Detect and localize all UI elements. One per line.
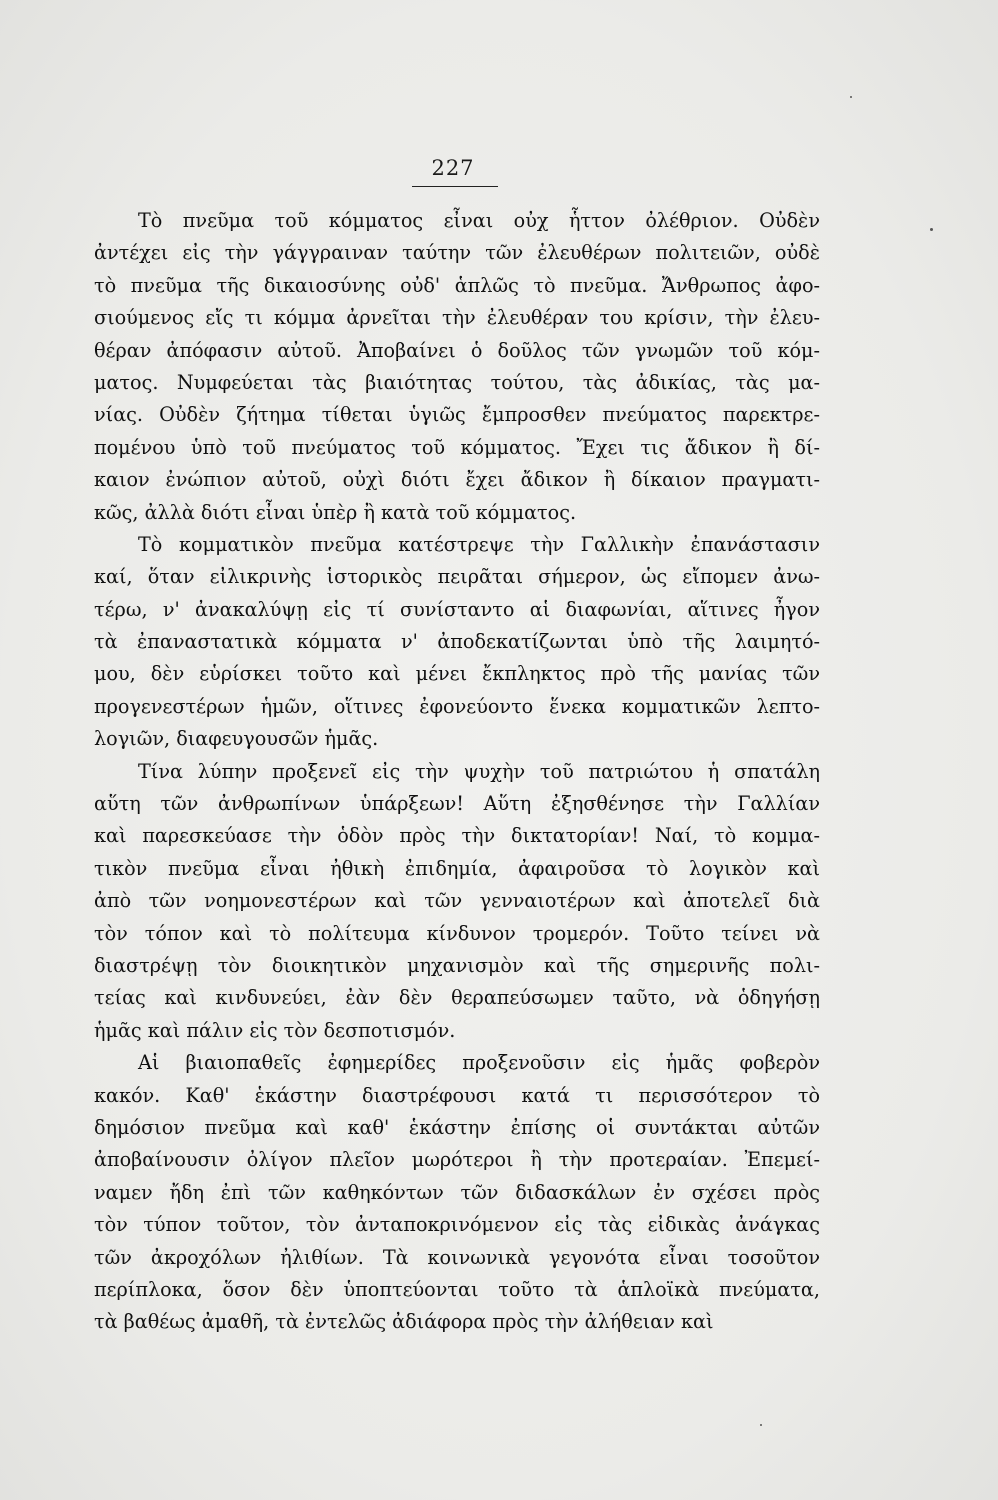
text-line: τέρω, ν' ἀνακαλύψῃ εἰς τί συνίσταντο αἱ διαφωνίαι, αἵτινες ἦγον — [94, 597, 820, 621]
text-line: τὰ βαθέως ἀμαθῆ, τὰ ἐντελῶς ἀδιάφορα πρὸς τὴν ἀλήθειαν καὶ — [94, 1310, 714, 1334]
paragraph — [94, 1047, 820, 1339]
text-line: τὰ ἐπαναστατικὰ κόμματα ν' ἀποδεκατίζωνται ὑπὸ τῆς λαιμητό- — [94, 630, 820, 654]
text-line: Τὸ πνεῦμα τοῦ κόμματος εἶναι οὐχ ἧττον ὀλέθριον. Οὐδὲν — [138, 209, 820, 232]
text-line: ματος. Νυμφεύεται τὰς βιαιότητας τούτου, τὰς ἀδικίας, τὰς μα- — [94, 370, 820, 394]
text-line: τικὸν πνεῦμα εἶναι ἠθικὴ ἐπιδημία, ἀφαιροῦσα τὸ λογικὸν καὶ — [94, 856, 820, 880]
page-number-rule — [412, 186, 498, 187]
text-line: Τὸ κομματικὸν πνεῦμα κατέστρεψε τὴν Γαλλικὴν ἐπανάστασιν — [138, 532, 820, 556]
text-line: ναμεν ἤδη ἐπὶ τῶν καθηκόντων τῶν διδασκάλων ἐν σχέσει πρὸς — [94, 1180, 820, 1204]
text-line: περίπλοκα, ὅσον δὲν ὑποπτεύονται τοῦτο τὰ ἁπλοϊκὰ πνεύματα, — [94, 1277, 820, 1301]
text-line: καὶ παρεσκεύασε τὴν ὁδὸν πρὸς τὴν δικτατορίαν! Ναί, τὸ κομμα- — [94, 824, 820, 848]
text-line: προγενεστέρων ἡμῶν, οἵτινες ἐφονεύοντο ἕνεκα κομματικῶν λεπτο- — [94, 694, 820, 718]
text-line: τὸ πνεῦμα τῆς δικαιοσύνης οὐδ' ἁπλῶς τὸ πνεῦμα. Ἄνθρωπος ἀφο- — [94, 273, 820, 297]
text-line: ἀντέχει εἰς τὴν γάγγραιναν ταύτην τῶν ἐλευθέρων πολιτειῶν, οὐδὲ — [94, 241, 820, 265]
paper-speck — [760, 1424, 762, 1426]
paragraph — [94, 529, 820, 756]
text-line: καί, ὅταν εἰλικρινὴς ἱστορικὸς πειρᾶται σήμερον, ὡς εἴπομεν ἀνω- — [94, 565, 820, 589]
text-line: ἡμᾶς καὶ πάλιν εἰς τὸν δεσποτισμόν. — [94, 1018, 456, 1042]
page-number: 227 — [431, 156, 475, 180]
text-line: τῶν ἀκροχόλων ἠλιθίων. Τὰ κοινωνικὰ γεγονότα εἶναι τοσοῦτον — [94, 1245, 820, 1269]
paragraph — [94, 205, 820, 529]
text-line: δημόσιον πνεῦμα καὶ καθ' ἑκάστην ἐπίσης οἱ συντάκται αὐτῶν — [94, 1115, 820, 1139]
paper-speck — [850, 96, 852, 98]
text-line: θέραν ἀπόφασιν αὐτοῦ. Ἀποβαίνει ὁ δοῦλος τῶν γνωμῶν τοῦ κόμ- — [94, 338, 820, 362]
text-line: ἀπὸ τῶν νοημονεστέρων καὶ τῶν γενναιοτέρων καὶ ἀποτελεῖ διὰ — [94, 889, 820, 913]
text-line: τὸν τόπον καὶ τὸ πολίτευμα κίνδυνον τρομερόν. Τοῦτο τείνει νὰ — [94, 921, 820, 945]
text-line: τὸν τύπον τοῦτον, τὸν ἀνταποκρινόμενον εἰς τὰς εἰδικὰς ἀνάγκας — [94, 1213, 820, 1237]
text-line: διαστρέψῃ τὸν διοικητικὸν μηχανισμὸν καὶ τῆς σημερινῆς πολι- — [94, 953, 820, 977]
body-text — [94, 205, 820, 1339]
text-line: καιον ἐνώπιον αὐτοῦ, οὐχὶ διότι ἔχει ἄδικον ἢ δίκαιον πραγματι- — [94, 468, 820, 492]
text-line: νίας. Οὐδὲν ζήτημα τίθεται ὑγιῶς ἔμπροσθεν πνεύματος παρεκτρε- — [94, 403, 820, 427]
text-line: λογιῶν, διαφευγουσῶν ἡμᾶς. — [94, 727, 379, 751]
text-line: ἀποβαίνουσιν ὀλίγον πλεῖον μωρότεροι ἢ τὴν προτεραίαν. Ἐπεμεί- — [94, 1148, 820, 1172]
paper-speck — [930, 228, 933, 231]
text-line: κακόν. Καθ' ἑκάστην διαστρέφουσι κατά τι περισσότερον τὸ — [94, 1083, 820, 1107]
text-line: μου, δὲν εὑρίσκει τοῦτο καὶ μένει ἔκπληκτος πρὸ τῆς μανίας τῶν — [94, 662, 820, 686]
text-line: σιούμενος εἴς τι κόμμα ἀρνεῖται τὴν ἐλευθέραν του κρίσιν, τὴν ἐλευ- — [94, 306, 820, 330]
text-line: πομένου ὑπὸ τοῦ πνεύματος τοῦ κόμματος. Ἔχει τις ἄδικον ἢ δί- — [94, 435, 820, 459]
text-line: τείας καὶ κινδυνεύει, ἐὰν δὲν θεραπεύσωμεν ταῦτο, νὰ ὁδηγήσῃ — [94, 986, 820, 1010]
text-line: Τίνα λύπην προξενεῖ εἰς τὴν ψυχὴν τοῦ πατριώτου ἡ σπατάλη — [138, 759, 820, 783]
paragraph — [94, 756, 820, 1048]
text-line: κῶς, ἀλλὰ διότι εἶναι ὑπὲρ ἢ κατὰ τοῦ κόμματος. — [94, 500, 577, 524]
text-line: αὕτη τῶν ἀνθρωπίνων ὑπάρξεων! Αὕτη ἐξησθένησε τὴν Γαλλίαν — [94, 792, 820, 816]
text-line: Αἱ βιαιοπαθεῖς ἐφημερίδες προξενοῦσιν εἰς ἡμᾶς φοβερὸν — [138, 1051, 820, 1075]
